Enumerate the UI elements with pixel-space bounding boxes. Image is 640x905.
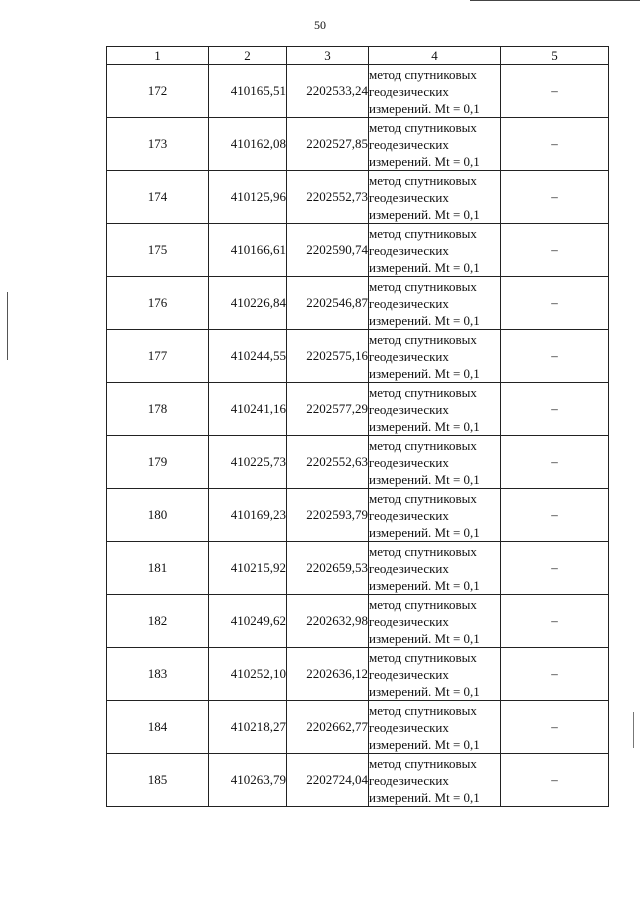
method-cell bbox=[369, 489, 501, 542]
method-line: метод спутниковых bbox=[369, 755, 477, 771]
method-line: измерений. Mt = 0,1 bbox=[369, 153, 480, 169]
x-coordinate: 410244,55 bbox=[209, 330, 287, 383]
note-cell: – bbox=[501, 224, 609, 277]
table-row bbox=[107, 436, 609, 489]
x-coordinate: 410218,27 bbox=[209, 701, 287, 754]
method-line: измерений. Mt = 0,1 bbox=[369, 683, 480, 699]
method-cell bbox=[369, 542, 501, 595]
note-cell: – bbox=[501, 701, 609, 754]
point-number: 183 bbox=[107, 648, 209, 701]
scan-edge-mark bbox=[470, 0, 640, 1]
method-line: метод спутниковых bbox=[369, 384, 477, 400]
x-coordinate: 410162,08 bbox=[209, 118, 287, 171]
point-number: 172 bbox=[107, 65, 209, 118]
method-line: измерений. Mt = 0,1 bbox=[369, 789, 480, 805]
method-line: геодезических bbox=[369, 401, 449, 417]
table-row bbox=[107, 277, 609, 330]
table-row bbox=[107, 595, 609, 648]
note-cell: – bbox=[501, 171, 609, 224]
method-line: геодезических bbox=[369, 613, 449, 629]
column-header: 4 bbox=[369, 47, 501, 65]
point-number: 175 bbox=[107, 224, 209, 277]
table-row bbox=[107, 754, 609, 807]
note-cell: – bbox=[501, 648, 609, 701]
method-line: измерений. Mt = 0,1 bbox=[369, 100, 480, 116]
point-number: 182 bbox=[107, 595, 209, 648]
x-coordinate: 410252,10 bbox=[209, 648, 287, 701]
method-line: метод спутниковых bbox=[369, 331, 477, 347]
point-number: 181 bbox=[107, 542, 209, 595]
method-line: геодезических bbox=[369, 507, 449, 523]
table-row bbox=[107, 330, 609, 383]
note-cell: – bbox=[501, 489, 609, 542]
note-cell: – bbox=[501, 118, 609, 171]
method-cell bbox=[369, 118, 501, 171]
y-coordinate: 2202577,29 bbox=[287, 383, 369, 436]
method-line: метод спутниковых bbox=[369, 596, 477, 612]
x-coordinate: 410263,79 bbox=[209, 754, 287, 807]
y-coordinate: 2202593,79 bbox=[287, 489, 369, 542]
method-cell bbox=[369, 436, 501, 489]
note-cell: – bbox=[501, 277, 609, 330]
note-cell: – bbox=[501, 65, 609, 118]
point-number: 184 bbox=[107, 701, 209, 754]
method-line: измерений. Mt = 0,1 bbox=[369, 471, 480, 487]
y-coordinate: 2202724,04 bbox=[287, 754, 369, 807]
method-line: геодезических bbox=[369, 454, 449, 470]
x-coordinate: 410226,84 bbox=[209, 277, 287, 330]
method-cell bbox=[369, 595, 501, 648]
coordinates-table bbox=[106, 46, 609, 807]
x-coordinate: 410165,51 bbox=[209, 65, 287, 118]
method-line: геодезических bbox=[369, 772, 449, 788]
x-coordinate: 410169,23 bbox=[209, 489, 287, 542]
table-row bbox=[107, 648, 609, 701]
column-header: 5 bbox=[501, 47, 609, 65]
method-line: метод спутниковых bbox=[369, 437, 477, 453]
method-line: измерений. Mt = 0,1 bbox=[369, 206, 480, 222]
method-line: метод спутниковых bbox=[369, 172, 477, 188]
method-cell bbox=[369, 65, 501, 118]
point-number: 177 bbox=[107, 330, 209, 383]
method-line: геодезических bbox=[369, 348, 449, 364]
y-coordinate: 2202659,53 bbox=[287, 542, 369, 595]
point-number: 185 bbox=[107, 754, 209, 807]
method-line: измерений. Mt = 0,1 bbox=[369, 736, 480, 752]
method-cell bbox=[369, 224, 501, 277]
table-body bbox=[107, 65, 609, 807]
table-row bbox=[107, 383, 609, 436]
point-number: 180 bbox=[107, 489, 209, 542]
y-coordinate: 2202546,87 bbox=[287, 277, 369, 330]
method-line: метод спутниковых bbox=[369, 490, 477, 506]
method-line: метод спутниковых bbox=[369, 225, 477, 241]
method-line: геодезических bbox=[369, 242, 449, 258]
table-row bbox=[107, 489, 609, 542]
x-coordinate: 410166,61 bbox=[209, 224, 287, 277]
point-number: 179 bbox=[107, 436, 209, 489]
method-cell bbox=[369, 171, 501, 224]
method-line: геодезических bbox=[369, 83, 449, 99]
y-coordinate: 2202527,85 bbox=[287, 118, 369, 171]
method-cell bbox=[369, 383, 501, 436]
note-cell: – bbox=[501, 542, 609, 595]
x-coordinate: 410125,96 bbox=[209, 171, 287, 224]
point-number: 174 bbox=[107, 171, 209, 224]
y-coordinate: 2202552,63 bbox=[287, 436, 369, 489]
y-coordinate: 2202533,24 bbox=[287, 65, 369, 118]
table-row bbox=[107, 65, 609, 118]
method-line: метод спутниковых bbox=[369, 543, 477, 559]
method-cell bbox=[369, 648, 501, 701]
column-header: 2 bbox=[209, 47, 287, 65]
y-coordinate: 2202662,77 bbox=[287, 701, 369, 754]
method-cell bbox=[369, 701, 501, 754]
x-coordinate: 410215,92 bbox=[209, 542, 287, 595]
table-row bbox=[107, 224, 609, 277]
x-coordinate: 410249,62 bbox=[209, 595, 287, 648]
table-row bbox=[107, 171, 609, 224]
table-row bbox=[107, 542, 609, 595]
note-cell: – bbox=[501, 330, 609, 383]
x-coordinate: 410225,73 bbox=[209, 436, 287, 489]
method-line: измерений. Mt = 0,1 bbox=[369, 524, 480, 540]
note-cell: – bbox=[501, 383, 609, 436]
method-line: измерений. Mt = 0,1 bbox=[369, 577, 480, 593]
y-coordinate: 2202636,12 bbox=[287, 648, 369, 701]
y-coordinate: 2202632,98 bbox=[287, 595, 369, 648]
method-line: измерений. Mt = 0,1 bbox=[369, 365, 480, 381]
method-line: геодезических bbox=[369, 719, 449, 735]
method-line: измерений. Mt = 0,1 bbox=[369, 312, 480, 328]
method-line: метод спутниковых bbox=[369, 66, 477, 82]
table-header-row bbox=[107, 47, 609, 65]
page-number: 50 bbox=[314, 18, 326, 32]
method-line: геодезических bbox=[369, 295, 449, 311]
point-number: 173 bbox=[107, 118, 209, 171]
method-cell bbox=[369, 330, 501, 383]
point-number: 178 bbox=[107, 383, 209, 436]
method-line: метод спутниковых bbox=[369, 649, 477, 665]
table-row bbox=[107, 118, 609, 171]
method-line: метод спутниковых bbox=[369, 702, 477, 718]
table-row bbox=[107, 701, 609, 754]
method-line: измерений. Mt = 0,1 bbox=[369, 630, 480, 646]
y-coordinate: 2202552,73 bbox=[287, 171, 369, 224]
method-line: геодезических bbox=[369, 666, 449, 682]
note-cell: – bbox=[501, 595, 609, 648]
method-cell bbox=[369, 277, 501, 330]
x-coordinate: 410241,16 bbox=[209, 383, 287, 436]
method-line: метод спутниковых bbox=[369, 278, 477, 294]
y-coordinate: 2202575,16 bbox=[287, 330, 369, 383]
method-cell bbox=[369, 754, 501, 807]
note-cell: – bbox=[501, 436, 609, 489]
point-number: 176 bbox=[107, 277, 209, 330]
method-line: измерений. Mt = 0,1 bbox=[369, 418, 480, 434]
method-line: измерений. Mt = 0,1 bbox=[369, 259, 480, 275]
column-header: 1 bbox=[107, 47, 209, 65]
method-line: геодезических bbox=[369, 136, 449, 152]
column-header: 3 bbox=[287, 47, 369, 65]
scan-edge-mark bbox=[633, 712, 634, 748]
method-line: метод спутниковых bbox=[369, 119, 477, 135]
scan-edge-mark bbox=[7, 292, 8, 360]
y-coordinate: 2202590,74 bbox=[287, 224, 369, 277]
note-cell: – bbox=[501, 754, 609, 807]
method-line: геодезических bbox=[369, 560, 449, 576]
method-line: геодезических bbox=[369, 189, 449, 205]
